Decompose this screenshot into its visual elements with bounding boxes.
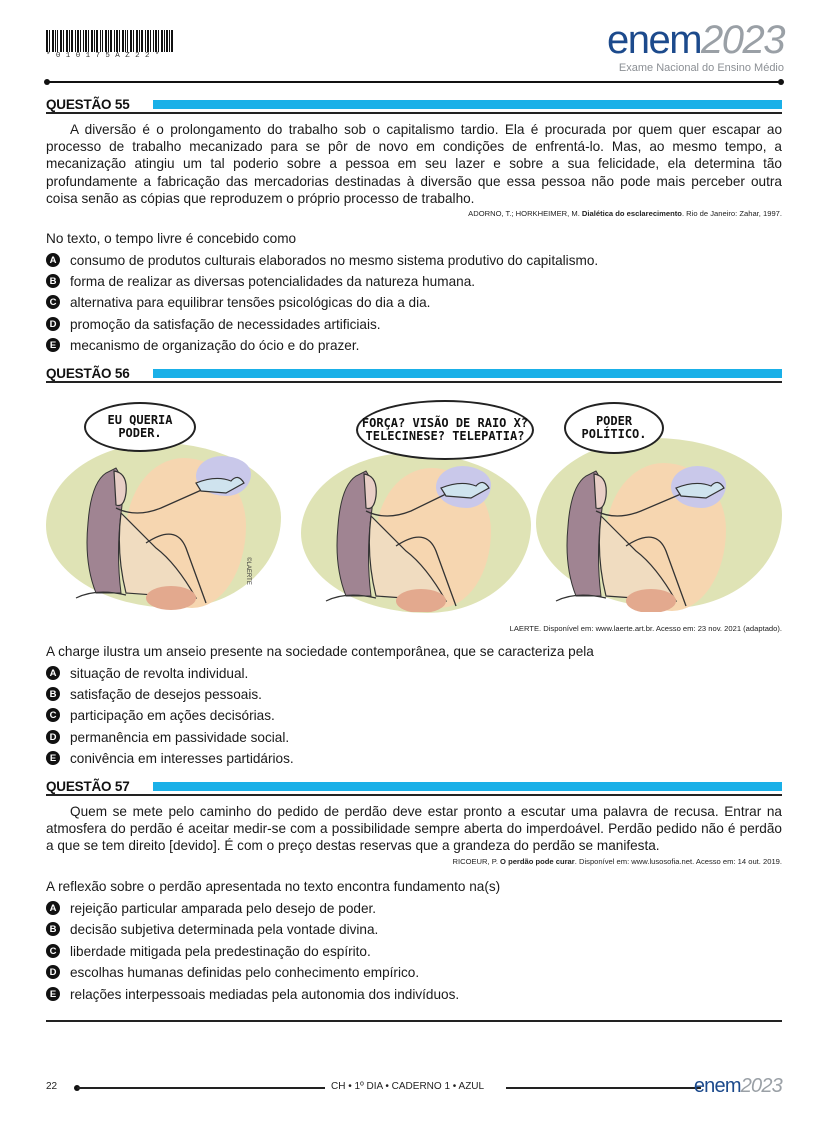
accent-bar (153, 369, 782, 378)
question-55-source: ADORNO, T.; HORKHEIMER, M. Dialética do esclarecimento. Rio de Janeiro: Zahar, 1997. (468, 209, 782, 218)
option-letter-icon: C (46, 295, 60, 309)
question-57-header (46, 779, 782, 797)
page-footer (46, 1075, 782, 1097)
content-end-divider (46, 1020, 782, 1022)
option-c[interactable]: C alternativa para equilibrar tensões psicológicas do dia a dia. (46, 293, 430, 311)
option-letter-icon: D (46, 317, 60, 331)
speech-bubble: PODER POLÍTICO. (564, 402, 664, 454)
option-letter-icon: A (46, 666, 60, 680)
page-header (0, 0, 828, 90)
question-56-stem: A charge ilustra um anseio presente na sociedade contemporânea, que se caracteriza pela (46, 644, 594, 659)
header-underline (46, 794, 782, 796)
barcode-number: *010175AZ22* (46, 52, 165, 60)
comic-panel-2 (296, 398, 536, 612)
comic-panel-1 (46, 398, 291, 612)
option-e[interactable]: E conivência em interesses partidários. (46, 749, 294, 767)
divider-dot-right (778, 79, 784, 85)
option-a[interactable]: A consumo de produtos culturais elaborados no mesmo sistema produtivo do capitalismo. (46, 251, 598, 269)
speech-bubble: EU QUERIA PODER. (84, 402, 196, 452)
question-55-stem: No texto, o tempo livre é concebido como (46, 231, 297, 246)
option-letter-icon: A (46, 253, 60, 267)
question-56-header (46, 366, 782, 384)
header-divider (46, 81, 782, 83)
option-letter-icon: E (46, 987, 60, 1001)
option-letter-icon: B (46, 687, 60, 701)
option-c[interactable]: C participação em ações decisórias. (46, 706, 275, 724)
header-underline (46, 112, 782, 114)
option-letter-icon: E (46, 751, 60, 765)
option-d[interactable]: D permanência em passividade social. (46, 728, 289, 746)
option-a[interactable]: A rejeição particular amparada pelo desejo de poder. (46, 899, 376, 917)
option-letter-icon: D (46, 965, 60, 979)
footer-enem-logo: enem2023 (693, 1075, 782, 1097)
artist-credit: ©LAERTE (244, 557, 251, 585)
woman-with-lamp-figure (546, 456, 746, 612)
divider-dot-left (44, 79, 50, 85)
option-e[interactable]: E mecanismo de organização do ócio e do prazer. (46, 336, 359, 354)
footer-line-left (77, 1087, 325, 1089)
question-57-source: RICOEUR, P. O perdão pode curar. Disponível em: www.lusosofia.net. Acesso em: 14 out. 2019. (452, 857, 782, 866)
question-57-text: Quem se mete pelo caminho do pedido de perdão deve estar pronto a escutar uma palavra de recusa. Entrar na atmosfera do perdão é aceitar medir-se com a possibilidade sempre aberta do imperdoável. Perdão pedido não é perdão a que se tem direito [devido]. É com o preço destas reservas que a grandeza do perdão se manifesta. (46, 804, 782, 854)
option-c[interactable]: C liberdade mitigada pela predestinação do espírito. (46, 942, 371, 960)
accent-bar (153, 782, 782, 791)
comic-panel-3 (536, 398, 782, 612)
option-d[interactable]: D promoção da satisfação de necessidades artificiais. (46, 315, 381, 333)
question-title: QUESTÃO 55 (46, 97, 130, 112)
woman-with-lamp-figure (66, 453, 266, 613)
comic-strip (46, 398, 782, 612)
question-55-text: A diversão é o prolongamento do trabalho sob o capitalismo tardio. Ela é procurada por quem quer escapar ao processo de trabalho mecanizado para se pôr de novo em condições de enfrentá-lo. Mas, ao mesmo tempo, a mecanização atingiu um tal poderio sobre a pessoa em seu lazer e sobre a sua felicidade, ela determina tão profundamente a fabricação das mercadorias destinadas à diversão que essa pessoa não pode mais perceber outra coisa senão as cópias que reproduzem o próprio processo de trabalho. (46, 122, 782, 206)
option-a[interactable]: A situação de revolta individual. (46, 664, 248, 682)
question-57-stem: A reflexão sobre o perdão apresentada no texto encontra fundamento na(s) (46, 879, 501, 894)
question-55-header (46, 97, 782, 115)
speech-bubble: FORÇA? VISÃO DE RAIO X? TELECINESE? TELEPATIA? (356, 400, 534, 460)
footer-booklet-info: CH • 1º DIA • CADERNO 1 • AZUL (331, 1081, 485, 1092)
option-letter-icon: C (46, 944, 60, 958)
footer-line-right (506, 1087, 701, 1089)
option-b[interactable]: B satisfação de desejos pessoais. (46, 685, 262, 703)
option-e[interactable]: E relações interpessoais mediadas pela autonomia dos indivíduos. (46, 985, 459, 1003)
option-letter-icon: D (46, 730, 60, 744)
question-title: QUESTÃO 56 (46, 366, 130, 381)
option-letter-icon: B (46, 274, 60, 288)
page-number: 22 (46, 1081, 58, 1092)
option-letter-icon: B (46, 922, 60, 936)
option-letter-icon: E (46, 338, 60, 352)
option-b[interactable]: B decisão subjetiva determinada pela vontade divina. (46, 920, 378, 938)
question-56-source: LAERTE. Disponível em: www.laerte.art.br. Acesso em: 23 nov. 2021 (adaptado). (509, 624, 782, 633)
woman-with-lamp-figure (316, 456, 516, 612)
option-b[interactable]: B forma de realizar as diversas potencialidades da natureza humana. (46, 272, 475, 290)
option-letter-icon: C (46, 708, 60, 722)
header-underline (46, 381, 782, 383)
option-letter-icon: A (46, 901, 60, 915)
accent-bar (153, 100, 782, 109)
enem-logo (607, 20, 784, 74)
option-d[interactable]: D escolhas humanas definidas pelo conhecimento empírico. (46, 963, 419, 981)
logo-brand: enem (606, 18, 702, 62)
question-title: QUESTÃO 57 (46, 779, 130, 794)
logo-year: 2023 (701, 18, 784, 62)
logo-subtitle: Exame Nacional do Ensino Médio (618, 62, 784, 74)
barcode (46, 30, 214, 52)
